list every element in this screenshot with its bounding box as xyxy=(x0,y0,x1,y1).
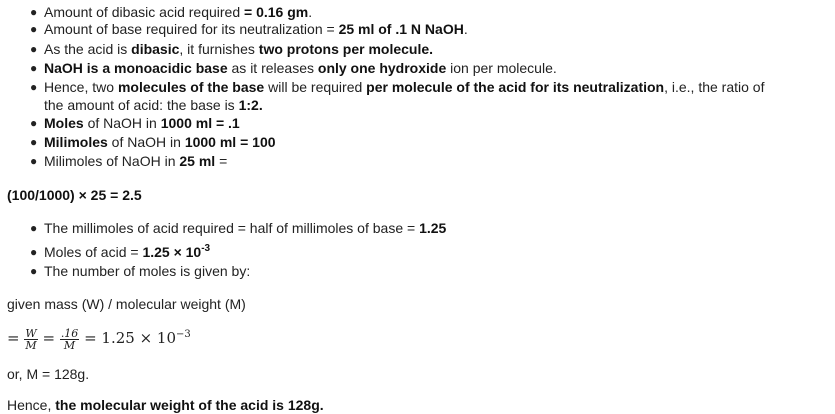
bullet-item xyxy=(44,134,276,151)
bullet-bold-text: Moles xyxy=(44,115,84,131)
bullet-dot: ● xyxy=(30,116,38,130)
bullet-text: Amount of dibasic acid required xyxy=(44,4,244,20)
bullet-dot: ● xyxy=(30,245,38,259)
bullet-item xyxy=(44,79,764,96)
bullet-bold-text: only one hydroxide xyxy=(317,60,447,76)
bullet-text: Milimoles of NaOH in xyxy=(44,153,180,169)
bullet-bold-text: Milimoles xyxy=(44,134,108,150)
bullet-item xyxy=(44,41,433,58)
moles-prefix: Moles of acid = xyxy=(44,244,143,260)
bullet-bold-text: molecules of the base xyxy=(117,79,265,95)
moles-exponent: -3 xyxy=(201,243,211,254)
bullet-bold-text: NaOH is a monoacidic base xyxy=(44,60,228,76)
bullet-bold-text: 1000 ml = .1 xyxy=(160,115,240,131)
bullet-text: Amount of base required for its neutralization = xyxy=(44,21,339,37)
fraction-w-over-m xyxy=(24,328,37,351)
bullet-dot: ● xyxy=(30,154,38,168)
bullet-bold-text: per molecule of the acid for its neutralization xyxy=(366,79,665,95)
bullet-dot: ● xyxy=(30,42,38,56)
bullet-bold-text: 25 ml of .1 N NaOH xyxy=(338,21,464,37)
bullet-dot: ● xyxy=(30,80,38,94)
bullet-text: Hence, two xyxy=(44,79,118,95)
bullet-text: , it furnishes xyxy=(179,41,259,57)
bullet-item xyxy=(44,21,468,38)
fraction-denominator-m: M xyxy=(25,338,37,352)
bullet-millimoles-acid xyxy=(44,220,446,237)
bullet-dot: ● xyxy=(30,221,38,235)
bullet-dot: ● xyxy=(30,135,38,149)
bullet-text: will be required xyxy=(264,79,367,95)
bullet-text: of NaOH in xyxy=(107,134,185,150)
bullet-text: , i.e., the ratio of xyxy=(664,79,765,95)
equation-result: = 1.25 × 10 xyxy=(84,329,177,347)
fraction-denominator-m2: M xyxy=(63,338,76,352)
equation xyxy=(7,327,191,352)
bullet-item xyxy=(44,153,227,170)
final-bold: the molecular weight of the acid is 128g. xyxy=(55,397,324,413)
formula-text: given mass (W) / molecular weight (M) xyxy=(7,296,246,312)
bullet-item xyxy=(44,4,312,21)
bullet-bold-text: dibasic xyxy=(131,41,180,57)
bullet-bold-text: 25 ml xyxy=(179,153,216,169)
bullet-text: . xyxy=(463,21,468,37)
bullet-text: ion per molecule. xyxy=(446,60,557,76)
bullet-dot: ● xyxy=(30,5,38,19)
bullet-text: As the acid is xyxy=(44,41,132,57)
or-line: or, M = 128g. xyxy=(7,366,90,382)
moles-mantissa: 1.25 × 10 xyxy=(142,244,202,260)
bullet-dot: ● xyxy=(30,22,38,36)
equation-equals-2: = xyxy=(42,329,56,347)
bullet-bold-text: = 0.16 gm xyxy=(244,4,309,20)
fraction-16-over-m xyxy=(60,328,80,351)
equation-exponent: −3 xyxy=(176,329,191,340)
bullet-continuation xyxy=(44,97,263,114)
bullet-moles-acid xyxy=(44,244,210,263)
bullet-text: the amount of acid: the base is xyxy=(44,97,239,113)
millimoles-value: 1.25 xyxy=(419,220,447,236)
final-prefix: Hence, xyxy=(7,397,56,413)
bullet-bold-text: two protons per molecule. xyxy=(258,41,434,57)
bullet-number-of-moles: The number of moles is given by: xyxy=(44,263,251,279)
calculation-text: (100/1000) × 25 = 2.5 xyxy=(7,187,142,203)
bullet-item xyxy=(44,115,240,132)
bullet-bold-text: 1000 ml = 100 xyxy=(184,134,276,150)
calculation-line xyxy=(7,187,142,204)
bullet-dot: ● xyxy=(30,264,38,278)
bullet-text: . xyxy=(308,4,313,20)
fraction-numerator-16: .16 xyxy=(60,326,79,340)
bullet-text: = xyxy=(215,153,228,169)
bullet-text: of NaOH in xyxy=(83,115,161,131)
fraction-numerator-w: W xyxy=(25,326,37,340)
bullet-bold-text: 1:2. xyxy=(238,97,263,113)
final-answer xyxy=(7,397,324,414)
moles-value xyxy=(142,244,210,260)
bullet-item xyxy=(44,60,557,77)
millimoles-prefix: The millimoles of acid required = half of millimoles of base = xyxy=(44,220,420,236)
equation-equals-1: = xyxy=(7,329,20,347)
bullet-text: as it releases xyxy=(227,60,318,76)
bullet-dot: ● xyxy=(30,61,38,75)
